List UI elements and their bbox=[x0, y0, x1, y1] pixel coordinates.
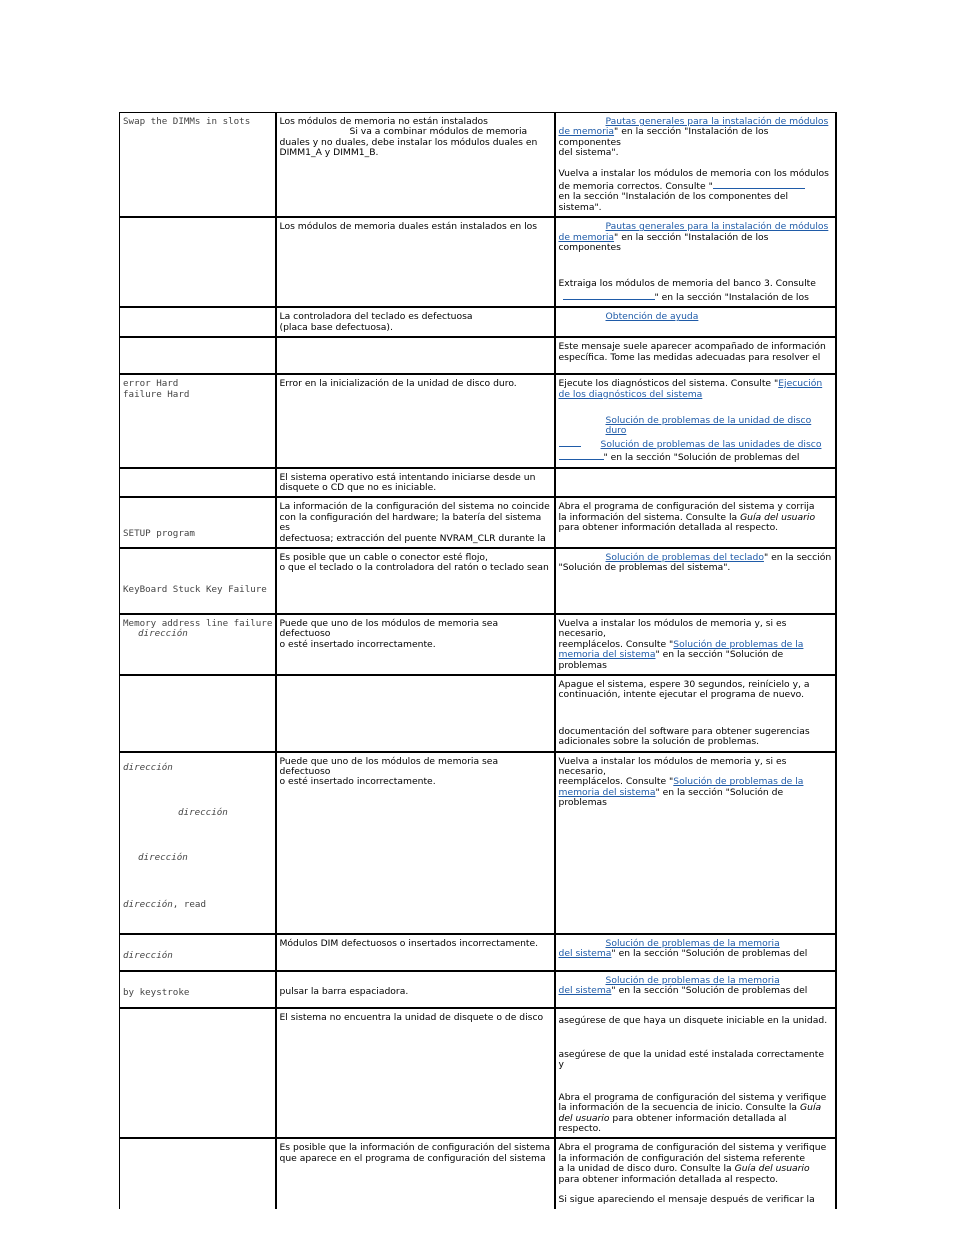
action-text: la información de configuración del sistema referente bbox=[558, 1152, 805, 1164]
action-text: reemplácelos. Consulte " bbox=[558, 776, 674, 788]
message-cell bbox=[120, 675, 276, 752]
cause-text: Puede que uno de los módulos de memoria sea defectuoso bbox=[279, 617, 499, 640]
message-cell bbox=[120, 374, 276, 467]
action-text: " en la sección "Solución de problemas del bbox=[611, 985, 808, 997]
reference-link[interactable] bbox=[559, 437, 581, 447]
drive-troubleshooting-link[interactable]: Solución de problemas de las unidades de disco bbox=[600, 438, 822, 450]
memory-troubleshooting-link[interactable]: del sistema bbox=[558, 985, 612, 997]
cause-cell bbox=[276, 307, 555, 337]
memory-guidelines-link[interactable]: de memoria bbox=[558, 231, 615, 243]
cause-cell bbox=[276, 971, 555, 1008]
message-text: , read bbox=[172, 898, 206, 910]
action-text: " en la sección "Solución de problemas bbox=[558, 649, 784, 671]
cause-cell bbox=[276, 374, 555, 467]
action-text: para obtener información detallada al respecto. bbox=[558, 1112, 787, 1135]
action-text: asegúrese de que haya un disquete iniciable en la unidad. bbox=[558, 1014, 828, 1026]
keyboard-troubleshooting-link[interactable]: Solución de problemas del teclado bbox=[605, 551, 764, 563]
memory-troubleshooting-link[interactable]: Solución de problemas de la memoria bbox=[605, 937, 780, 949]
memory-troubleshooting-link[interactable]: memoria del sistema bbox=[558, 649, 656, 661]
message-text: error Hard bbox=[123, 378, 179, 390]
memory-troubleshooting-link[interactable]: Solución de problemas de la bbox=[673, 638, 804, 650]
action-cell bbox=[555, 497, 836, 548]
action-text: Extraiga los módulos de memoria del banco 3. Consulte bbox=[558, 278, 816, 290]
action-text: específica. Tome las medidas adecuadas para resolver el bbox=[558, 351, 821, 363]
table-row bbox=[120, 1008, 836, 1139]
action-cell bbox=[555, 468, 836, 498]
action-text: Guía bbox=[800, 1102, 822, 1114]
cause-cell bbox=[276, 217, 555, 307]
message-text: dirección bbox=[123, 950, 173, 962]
reference-link[interactable] bbox=[563, 290, 655, 300]
message-text: SETUP program bbox=[123, 527, 195, 539]
cause-text: Puede que uno de los módulos de memoria sea defectuoso bbox=[279, 755, 499, 778]
cause-cell bbox=[276, 1138, 555, 1208]
cause-text: El sistema no encuentra la unidad de disquete o de disco bbox=[279, 1011, 544, 1023]
action-cell bbox=[555, 934, 836, 971]
cause-text: (placa base defectuosa). bbox=[279, 321, 393, 333]
action-text: para obtener información detallada al respecto. bbox=[558, 1173, 779, 1185]
message-text: Memory address line failure bbox=[123, 617, 273, 629]
message-text: dirección bbox=[138, 852, 188, 864]
action-text: " en la sección bbox=[763, 551, 832, 563]
cause-text: La información de la configuración del sistema no coincide bbox=[279, 501, 550, 513]
message-cell bbox=[120, 307, 276, 337]
action-cell bbox=[555, 113, 836, 218]
table-row bbox=[120, 113, 836, 218]
message-cell bbox=[120, 1008, 276, 1139]
action-text: del sistema". bbox=[558, 147, 619, 159]
message-cell bbox=[120, 614, 276, 675]
memory-troubleshooting-link[interactable]: del sistema bbox=[558, 948, 612, 960]
action-text: " en la sección "Instalación de los componentes bbox=[558, 231, 769, 254]
cause-cell bbox=[276, 337, 555, 374]
reference-link[interactable] bbox=[713, 179, 805, 189]
message-text: Swap the DIMMs in slots bbox=[123, 116, 251, 127]
message-text: dirección bbox=[138, 628, 188, 640]
action-cell bbox=[555, 548, 836, 614]
table-row bbox=[120, 307, 836, 337]
action-text: " en la sección "Solución de problemas bbox=[558, 786, 784, 809]
table-row bbox=[120, 971, 836, 1008]
memory-guidelines-link[interactable]: de memoria bbox=[558, 126, 615, 138]
action-text: Guía del usuario bbox=[734, 1163, 810, 1175]
table-row bbox=[120, 337, 836, 374]
cause-text: que aparece en el programa de configuración del sistema bbox=[279, 1152, 546, 1164]
action-text: " en la sección "Instalación de los bbox=[654, 291, 809, 303]
action-text: "Solución de problemas del sistema". bbox=[558, 562, 731, 574]
action-text: Vuelva a instalar los módulos de memoria y, si es necesario, bbox=[558, 617, 787, 640]
cause-cell bbox=[276, 468, 555, 498]
action-text: " en la sección "Solución de problemas del bbox=[603, 452, 800, 464]
action-cell bbox=[555, 1138, 836, 1208]
memory-troubleshooting-link[interactable]: memoria del sistema bbox=[558, 786, 656, 798]
run-diagnostics-link[interactable]: de los diagnósticos del sistema bbox=[558, 388, 703, 400]
memory-troubleshooting-link[interactable]: Solución de problemas de la memoria bbox=[605, 974, 780, 986]
message-text: dirección bbox=[123, 761, 173, 773]
action-cell bbox=[555, 337, 836, 374]
table-row bbox=[120, 675, 836, 752]
cause-text: El sistema operativo está intentando iniciarse desde un bbox=[279, 471, 536, 483]
cause-text: con la configuración del hardware; la batería del sistema es bbox=[279, 511, 542, 534]
cause-text: disquete o CD que no es iniciable. bbox=[279, 481, 437, 493]
action-text: para obtener información detallada al respecto. bbox=[558, 522, 779, 534]
cause-cell bbox=[276, 752, 555, 934]
action-cell bbox=[555, 675, 836, 752]
hard-drive-troubleshooting-link[interactable]: Solución de problemas de la unidad de disco duro bbox=[605, 414, 812, 437]
action-text: Abra el programa de configuración del sistema y verifique bbox=[558, 1142, 827, 1154]
action-cell bbox=[555, 217, 836, 307]
action-text: la información de la secuencia de inicio. Consulte la bbox=[558, 1102, 800, 1114]
message-cell bbox=[120, 971, 276, 1008]
action-text: del usuario bbox=[558, 1112, 610, 1124]
message-text: failure Hard bbox=[123, 388, 190, 400]
action-text: Vuelva a instalar los módulos de memoria y, si es necesario, bbox=[558, 755, 787, 778]
message-cell bbox=[120, 497, 276, 548]
table-row bbox=[120, 497, 836, 548]
cause-text: Es posible que un cable o conector esté flojo, bbox=[279, 551, 488, 563]
memory-guidelines-link[interactable]: Pautas generales para la instalación de módulos bbox=[605, 116, 829, 127]
action-text: Este mensaje suele aparecer acompañado de información bbox=[558, 341, 826, 353]
memory-guidelines-link[interactable]: Pautas generales para la instalación de módulos bbox=[605, 221, 829, 233]
action-cell bbox=[555, 614, 836, 675]
message-cell bbox=[120, 752, 276, 934]
action-text: a la unidad de disco duro. Consulte la bbox=[558, 1163, 735, 1175]
action-text: de memoria correctos. Consulte " bbox=[558, 181, 713, 193]
cause-text: Error en la inicialización de la unidad de disco duro. bbox=[279, 378, 517, 390]
cause-cell bbox=[276, 1008, 555, 1139]
cause-text: Módulos DIM defectuosos o insertados incorrectamente. bbox=[279, 937, 539, 949]
reference-link[interactable] bbox=[559, 450, 604, 460]
action-cell bbox=[555, 752, 836, 934]
cause-cell bbox=[276, 548, 555, 614]
table-row bbox=[120, 1138, 836, 1208]
message-text: by keystroke bbox=[123, 987, 190, 999]
table-row bbox=[120, 468, 836, 498]
action-text: reemplácelos. Consulte " bbox=[558, 638, 674, 650]
cause-text: o esté insertado incorrectamente. bbox=[279, 776, 436, 788]
cause-text: pulsar la barra espaciadora. bbox=[279, 986, 409, 998]
action-text: Guía del usuario bbox=[740, 511, 816, 523]
action-text: continuación, intente ejecutar el programa de nuevo. bbox=[558, 689, 805, 701]
action-text: Apague el sistema, espere 30 segundos, reinícielo y, a bbox=[558, 679, 810, 690]
table-row bbox=[120, 374, 836, 467]
message-cell bbox=[120, 337, 276, 374]
cause-text: Si va a combinar módulos de memoria bbox=[349, 126, 528, 138]
action-text: documentación del software para obtener sugerencias bbox=[558, 725, 810, 737]
action-text: adicionales sobre la solución de problemas. bbox=[558, 736, 760, 748]
cause-cell bbox=[276, 113, 555, 218]
cause-cell bbox=[276, 934, 555, 971]
cause-cell bbox=[276, 675, 555, 752]
message-text: dirección bbox=[178, 807, 228, 819]
message-cell bbox=[120, 113, 276, 218]
action-text: asegúrese de que la unidad esté instalada correctamente y bbox=[558, 1049, 825, 1071]
action-cell bbox=[555, 307, 836, 337]
action-cell bbox=[555, 1008, 836, 1139]
get-help-link[interactable]: Obtención de ayuda bbox=[605, 311, 699, 323]
action-text: " en la sección "Solución de problemas del bbox=[611, 948, 808, 960]
action-cell bbox=[555, 971, 836, 1008]
cause-text: La controladora del teclado es defectuosa bbox=[279, 311, 473, 323]
memory-troubleshooting-link[interactable]: Solución de problemas de la bbox=[673, 776, 804, 788]
cause-text: defectuosa; extracción del puente NVRAM_CLR durante la bbox=[279, 532, 546, 544]
table-row bbox=[120, 217, 836, 307]
action-text: " en la sección "Instalación de los componentes bbox=[558, 126, 769, 148]
table-row bbox=[120, 548, 836, 614]
cause-text: Los módulos de memoria duales están instalados en los bbox=[279, 221, 538, 233]
action-text: la información del sistema. Consulte la bbox=[558, 511, 741, 523]
table-row bbox=[120, 614, 836, 675]
action-text: en la sección "Instalación de los componentes del sistema". bbox=[558, 191, 789, 213]
cause-text: o esté insertado incorrectamente. bbox=[279, 638, 436, 650]
action-cell bbox=[555, 374, 836, 467]
action-text: Abra el programa de configuración del sistema y verifique bbox=[558, 1091, 827, 1103]
message-cell bbox=[120, 934, 276, 971]
cause-text: o que el teclado o la controladora del ratón o teclado sean bbox=[279, 562, 549, 574]
cause-cell bbox=[276, 614, 555, 675]
message-cell bbox=[120, 468, 276, 498]
action-text: Abra el programa de configuración del sistema y corrija bbox=[558, 501, 815, 513]
message-cell bbox=[120, 1138, 276, 1208]
cause-text: Es posible que la información de configuración del sistema bbox=[279, 1142, 551, 1154]
table-row bbox=[120, 934, 836, 971]
action-text: Ejecute los diagnósticos del sistema. Consulte " bbox=[558, 378, 779, 390]
message-text: KeyBoard Stuck Key Failure bbox=[123, 583, 267, 595]
message-cell bbox=[120, 548, 276, 614]
table-row bbox=[120, 752, 836, 934]
cause-text: duales y no duales, debe instalar los módulos duales en bbox=[279, 136, 538, 148]
action-text: Si sigue apareciendo el mensaje después de verificar la bbox=[558, 1194, 815, 1206]
run-diagnostics-link[interactable]: Ejecución bbox=[778, 378, 823, 390]
message-text: dirección bbox=[123, 898, 173, 910]
cause-text: Los módulos de memoria no están instalados bbox=[279, 116, 488, 127]
message-cell bbox=[120, 217, 276, 307]
cause-text: DIMM1_A y DIMM1_B. bbox=[279, 147, 379, 159]
error-messages-table bbox=[119, 112, 837, 1209]
cause-cell bbox=[276, 497, 555, 548]
action-text: Vuelva a instalar los módulos de memoria con los módulos bbox=[558, 167, 829, 179]
